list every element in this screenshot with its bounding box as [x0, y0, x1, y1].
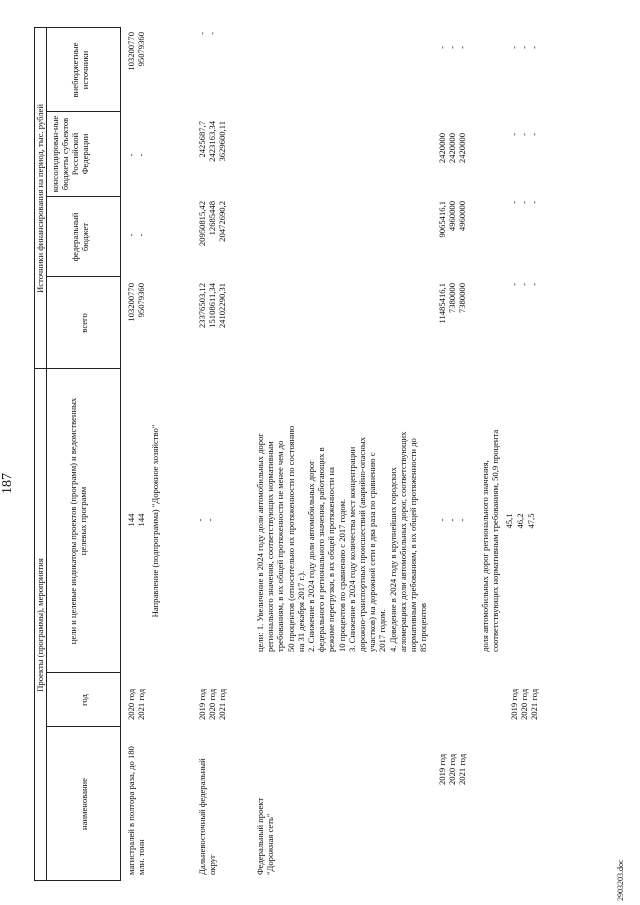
goal-line: дорожно-транспортных происшествий (аварийно-опасных: [357, 437, 368, 652]
s1-year-2021: 2021 год: [136, 688, 146, 720]
section3-name: Федеральный проект "Дорожная сеть": [255, 797, 275, 875]
s2-federal-2020: 12685448: [207, 201, 217, 236]
header-sources: Источники финансирования на период, тыс. рублей: [35, 104, 45, 293]
s3-ind-federal-2021: -: [529, 201, 539, 204]
s3-goal-2021: -: [457, 518, 467, 522]
goal-line: 2. Снижение в 2024 году доли автомобильных дорог: [306, 460, 317, 652]
col-line-5: [46, 196, 120, 197]
s3-regional-2019: 2420000: [437, 133, 447, 164]
s3-federal-2021: 4960000: [457, 201, 467, 232]
s2-extra-2020: -: [207, 32, 217, 35]
s3-federal-2019: 9065416,1: [437, 201, 447, 238]
col-line-left: [34, 880, 120, 881]
s1-federal-2020: -: [126, 233, 136, 237]
s3-ind-extra-2020: -: [519, 46, 529, 49]
doc-id: 2903203.doc: [616, 859, 625, 901]
s1-regional-2021: -: [136, 153, 146, 157]
s2-federal-2021: 20472690,2: [217, 201, 227, 242]
s3-ind-federal-2020: -: [519, 201, 529, 204]
header-goals: цели и целевые индикаторы проектов (программ) и ведомственных целевых программ: [68, 397, 88, 645]
header-extra: внебюджетные источники: [70, 42, 90, 98]
s3-ind-total-2019: -: [509, 283, 519, 286]
goal-line: на 31 декабря 2017 г.).: [295, 570, 306, 652]
section3-indicator: [480, 430, 500, 652]
header-federal: федеральный бюджет: [70, 212, 90, 262]
s3-regional-2021: 2420000: [457, 133, 467, 164]
goal-line: 85 процентов: [418, 603, 429, 652]
goal-line: участков) на дорожной сети в два раза по сравнению с: [367, 452, 378, 652]
s3-ind-year-2020: 2020 год: [519, 688, 529, 720]
s1-goal-2020: 144: [126, 513, 136, 527]
goal-line: 3. Снижение в 2024 году количества мест концентрации: [346, 446, 357, 652]
s2-total-2019: 23376503,12: [197, 283, 207, 329]
goal-line: 50 процентов (относительно их протяженности по состоянию: [285, 425, 296, 652]
s3-year-2020: 2020 год: [447, 753, 457, 785]
s2-regional-2021: 3629600,11: [217, 121, 227, 162]
s1-goal-2021: 144: [136, 513, 146, 527]
s3-year-2019: 2019 год: [437, 753, 447, 785]
s3-ind-goal-2021: 47,5: [526, 513, 536, 529]
section3-goals: [255, 426, 428, 652]
s3-goal-2019: -: [437, 518, 447, 522]
goal-line: 10 процентов по сравнению с 2017 годом.: [336, 498, 347, 652]
s2-year-2021: 2021 год: [217, 688, 227, 720]
col-line-right: [34, 27, 120, 28]
s3-extra-2021: -: [457, 46, 467, 49]
s3-ind-extra-2019: -: [509, 46, 519, 49]
direction-heading: Направление (подпрограмма) "Дорожное хозяйство": [150, 424, 160, 618]
s3-total-2021: 7380000: [457, 283, 467, 314]
s2-total-2021: 24102290,31: [217, 283, 227, 329]
header-total: всего: [79, 313, 89, 333]
goal-line: федерального и регионального значения, работающих в: [316, 447, 327, 652]
section2-name: Дальневосточный федеральный округ: [197, 758, 217, 875]
s3-ind-total-2020: -: [519, 283, 529, 286]
header-bottom-border: [120, 27, 121, 881]
s1-total-2021: 95079360: [136, 283, 146, 318]
s3-total-2019: 11485416,1: [437, 283, 447, 324]
s3-year-2021: 2021 год: [457, 753, 467, 785]
s3-ind-goal-2020: 46,2: [515, 513, 525, 529]
s2-goal-2019: -: [195, 518, 205, 522]
header-divider-1: [46, 27, 47, 881]
goal-line: агломерациях доли автомобильных дорог, соответствующих: [397, 431, 408, 652]
header-name: наименование: [79, 778, 89, 830]
s2-federal-2019: 20950815,42: [197, 201, 207, 247]
s3-ind-year-2019: 2019 год: [509, 688, 519, 720]
s3-extra-2019: -: [437, 46, 447, 49]
s3-ind-year-2021: 2021 год: [529, 688, 539, 720]
goal-line: регионального значения, соответствующих нормативным: [265, 441, 276, 652]
s2-extra-2019: -: [197, 32, 207, 35]
s3-ind-regional-2021: -: [529, 133, 539, 136]
indicator-line: доля автомобильных дорог регионального значения,: [480, 460, 490, 652]
s1-regional-2020: -: [126, 153, 136, 157]
s1-federal-2021: -: [136, 233, 146, 237]
s2-goal-2020: -: [205, 518, 215, 522]
s3-federal-2020: 4960000: [447, 201, 457, 232]
page-number: 187: [0, 473, 15, 494]
indicator-line: соответствующих нормативным требованиям, 50,9 процента: [490, 429, 501, 652]
s3-ind-regional-2020: -: [519, 133, 529, 136]
s2-regional-2019: 2425687,7: [197, 121, 207, 158]
s3-goal-2020: -: [447, 518, 457, 522]
s1-extra-2020: 103200770: [126, 32, 136, 71]
s3-total-2020: 7380000: [447, 283, 457, 314]
s1-total-2020: 103200770: [126, 283, 136, 322]
goal-line: нормативным требованиям, в их общей протяженности до: [408, 438, 419, 652]
header-projects: Проекты (программы), мероприятия: [35, 558, 45, 692]
goal-line: режиме перегрузки, в их общей протяженности на: [326, 467, 337, 652]
s2-total-2020: 15108611,34: [207, 283, 217, 328]
s2-year-2019: 2019 год: [197, 688, 207, 720]
col-line-3: [34, 368, 120, 369]
s2-year-2020: 2020 год: [207, 688, 217, 720]
s3-ind-goal-2019: 45,1: [504, 513, 514, 529]
s3-ind-extra-2021: -: [529, 46, 539, 49]
s3-regional-2020: 2420000: [447, 133, 457, 164]
header-year: год: [79, 694, 89, 706]
s1-extra-2021: 95079360: [136, 32, 146, 67]
section1-name: магистралей в полтора раза, до 180 млн. тонн: [126, 746, 146, 875]
header-regional: консолидирован-ные бюджеты субъектов Российской Федерации: [50, 115, 90, 193]
s3-ind-total-2021: -: [529, 283, 539, 286]
goal-line: 4. Доведение в 2024 году в крупнейших городских: [387, 467, 398, 652]
col-line-6: [46, 111, 120, 112]
goal-line: 2017 годом.: [377, 609, 388, 652]
goal-line: цели: 1. Увеличение в 2024 году доли автомобильных дорог: [255, 433, 265, 652]
s3-extra-2020: -: [447, 46, 457, 49]
s3-ind-federal-2019: -: [509, 201, 519, 204]
s1-year-2020: 2020 год: [126, 688, 136, 720]
s2-regional-2020: 2423163,34: [207, 121, 217, 162]
s3-ind-regional-2019: -: [509, 133, 519, 136]
goal-line: требованиям, в их общей протяженности не менее чем до: [275, 440, 286, 652]
